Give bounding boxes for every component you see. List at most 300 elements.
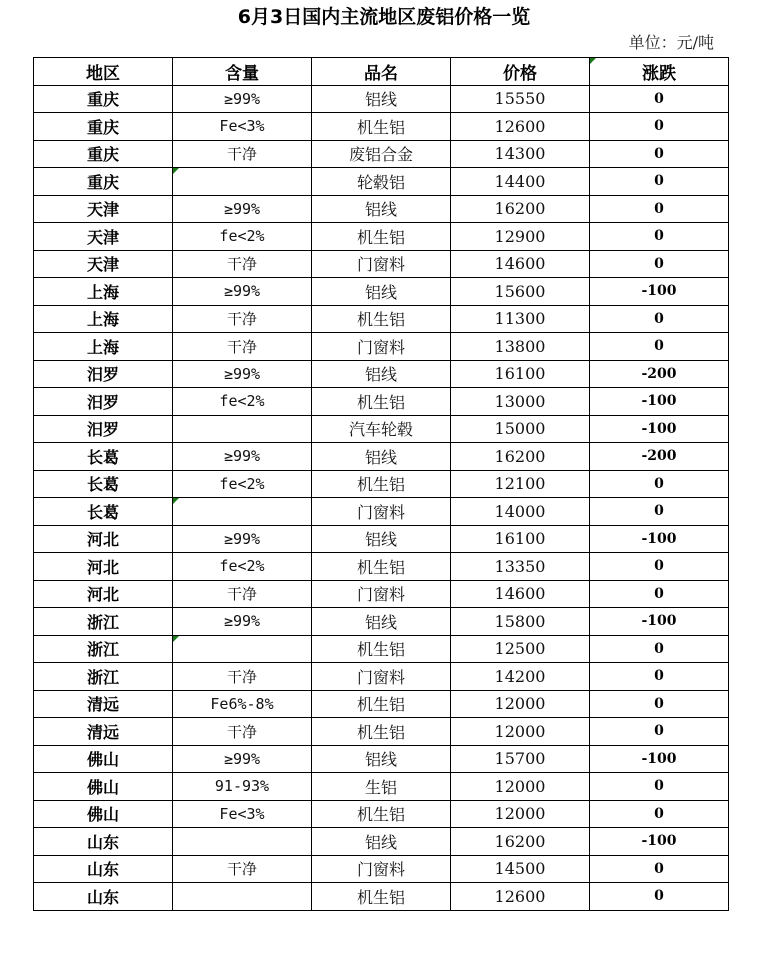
region-cell[interactable]	[34, 773, 173, 801]
region-cell-text: 重庆	[86, 172, 119, 192]
region-cell[interactable]	[34, 360, 173, 388]
region-cell[interactable]	[34, 223, 173, 251]
content-cell-text: ≥99%	[223, 749, 261, 768]
product-cell[interactable]	[312, 718, 451, 746]
product-cell[interactable]	[312, 85, 451, 113]
header-change[interactable]	[590, 58, 729, 86]
price-cell[interactable]	[451, 718, 590, 746]
header-region[interactable]: 地区	[34, 58, 173, 86]
product-cell[interactable]	[312, 415, 451, 443]
change-cell-text: 0	[654, 200, 664, 217]
product-cell[interactable]	[312, 333, 451, 361]
product-cell[interactable]	[312, 140, 451, 168]
table-row	[34, 745, 729, 773]
product-cell-text: 铝线	[364, 832, 397, 852]
content-cell[interactable]	[173, 140, 312, 168]
region-cell[interactable]	[34, 883, 173, 911]
content-cell[interactable]	[173, 305, 312, 333]
change-cell[interactable]	[590, 415, 729, 443]
table-row	[34, 113, 729, 141]
table-row	[34, 553, 729, 581]
table-row	[34, 195, 729, 223]
region-cell[interactable]	[34, 580, 173, 608]
product-cell[interactable]	[312, 168, 451, 196]
product-cell[interactable]	[312, 388, 451, 416]
region-cell-text: 佛山	[86, 750, 119, 770]
change-cell-text: 0	[654, 860, 664, 877]
change-cell[interactable]	[590, 140, 729, 168]
content-cell[interactable]	[173, 250, 312, 278]
table-row	[34, 250, 729, 278]
product-cell-text: 门窗料	[356, 585, 405, 605]
region-cell-text: 山东	[86, 887, 119, 907]
region-cell-text: 汨罗	[86, 420, 119, 440]
price-cell-text: 12000	[494, 804, 546, 824]
price-cell[interactable]	[451, 525, 590, 553]
price-cell[interactable]	[451, 470, 590, 498]
content-cell[interactable]	[173, 553, 312, 581]
content-cell[interactable]	[173, 525, 312, 553]
price-cell-text: 12900	[494, 226, 546, 246]
region-cell[interactable]	[34, 443, 173, 471]
content-cell[interactable]	[173, 498, 312, 526]
product-cell-text: 机生铝	[356, 695, 405, 715]
table-row	[34, 168, 729, 196]
product-cell-text: 机生铝	[356, 805, 405, 825]
table-row	[34, 443, 729, 471]
region-cell[interactable]	[34, 855, 173, 883]
price-cell[interactable]	[451, 773, 590, 801]
table-row	[34, 223, 729, 251]
content-cell-text: ≥99%	[223, 282, 261, 301]
change-cell[interactable]	[590, 553, 729, 581]
change-cell[interactable]	[590, 525, 729, 553]
content-cell[interactable]	[173, 388, 312, 416]
product-cell-text: 铝线	[364, 447, 397, 467]
change-cell[interactable]	[590, 773, 729, 801]
content-cell-text: fe<2%	[219, 557, 265, 576]
table-row	[34, 800, 729, 828]
product-cell-text: 铝线	[364, 750, 397, 770]
content-cell[interactable]	[173, 690, 312, 718]
region-cell-text: 山东	[86, 860, 119, 880]
product-cell-text: 机生铝	[356, 392, 405, 412]
comment-marker-icon	[173, 636, 179, 642]
change-cell[interactable]	[590, 800, 729, 828]
product-cell[interactable]	[312, 470, 451, 498]
product-cell[interactable]	[312, 635, 451, 663]
content-cell[interactable]	[173, 360, 312, 388]
price-cell-text: 12100	[494, 474, 546, 494]
content-cell[interactable]	[173, 828, 312, 856]
region-cell[interactable]	[34, 525, 173, 553]
change-cell-text: -100	[641, 420, 677, 437]
region-cell[interactable]	[34, 553, 173, 581]
price-cell-text: 14300	[494, 144, 546, 164]
product-cell[interactable]	[312, 360, 451, 388]
content-cell-text: 干净	[226, 722, 257, 741]
product-cell[interactable]	[312, 828, 451, 856]
change-cell[interactable]	[590, 305, 729, 333]
product-cell-text: 轮毂铝	[356, 172, 405, 192]
price-cell[interactable]	[451, 498, 590, 526]
change-cell[interactable]	[590, 690, 729, 718]
price-cell-text: 13350	[494, 556, 546, 576]
comment-marker-icon	[173, 498, 179, 504]
change-cell[interactable]	[590, 195, 729, 223]
content-cell[interactable]	[173, 333, 312, 361]
product-cell-text: 门窗料	[356, 255, 405, 275]
change-cell[interactable]	[590, 443, 729, 471]
product-cell[interactable]	[312, 305, 451, 333]
content-cell[interactable]	[173, 223, 312, 251]
change-cell-text: 0	[654, 118, 664, 135]
price-cell-text: 16100	[494, 364, 546, 384]
product-cell-text: 铝线	[364, 365, 397, 385]
content-cell-text: ≥99%	[223, 447, 261, 466]
content-cell[interactable]	[173, 443, 312, 471]
change-cell-text: 0	[654, 668, 664, 685]
price-cell[interactable]	[451, 85, 590, 113]
table-row	[34, 580, 729, 608]
price-cell[interactable]	[451, 168, 590, 196]
change-cell-text: 0	[654, 888, 664, 905]
table-row	[34, 883, 729, 911]
table-row	[34, 718, 729, 746]
content-cell[interactable]	[173, 113, 312, 141]
price-cell[interactable]	[451, 388, 590, 416]
content-cell-text: 干净	[226, 585, 257, 604]
change-cell-text: 0	[654, 310, 664, 327]
change-cell[interactable]	[590, 580, 729, 608]
price-cell[interactable]	[451, 333, 590, 361]
price-cell[interactable]	[451, 113, 590, 141]
price-cell[interactable]	[451, 828, 590, 856]
content-cell[interactable]	[173, 773, 312, 801]
content-cell[interactable]	[173, 470, 312, 498]
content-cell-text: 干净	[226, 337, 257, 356]
region-cell[interactable]	[34, 113, 173, 141]
table-row	[34, 828, 729, 856]
table-row	[34, 608, 729, 636]
content-cell-text: 干净	[226, 255, 257, 274]
price-cell-text: 14500	[494, 859, 546, 879]
product-cell[interactable]	[312, 800, 451, 828]
product-cell-text: 机生铝	[356, 640, 405, 660]
region-cell-text: 上海	[86, 282, 119, 302]
region-cell-text: 重庆	[86, 90, 119, 110]
change-cell[interactable]	[590, 828, 729, 856]
change-cell[interactable]	[590, 635, 729, 663]
change-cell[interactable]	[590, 608, 729, 636]
price-cell[interactable]	[451, 663, 590, 691]
content-cell[interactable]	[173, 663, 312, 691]
change-cell-text: -200	[641, 448, 677, 465]
product-cell-text: 废铝合金	[348, 145, 413, 165]
content-cell-text: Fe<3%	[219, 117, 265, 136]
change-cell[interactable]	[590, 883, 729, 911]
change-cell[interactable]	[590, 470, 729, 498]
region-cell-text: 清远	[86, 695, 119, 715]
header-content[interactable]: 含量	[173, 58, 312, 86]
product-cell[interactable]	[312, 278, 451, 306]
content-cell[interactable]	[173, 608, 312, 636]
region-cell[interactable]	[34, 415, 173, 443]
table-row	[34, 690, 729, 718]
region-cell-text: 佛山	[86, 777, 119, 797]
content-cell-text: fe<2%	[219, 474, 265, 493]
content-cell-text: Fe<3%	[219, 804, 265, 823]
product-cell-text: 生铝	[364, 777, 397, 797]
product-cell[interactable]	[312, 250, 451, 278]
price-cell[interactable]	[451, 690, 590, 718]
price-cell-text: 12000	[494, 721, 546, 741]
product-cell[interactable]	[312, 745, 451, 773]
region-cell[interactable]	[34, 333, 173, 361]
product-cell-text: 汽车轮毂	[348, 420, 413, 440]
price-cell[interactable]	[451, 800, 590, 828]
content-cell-text: ≥99%	[223, 364, 261, 383]
price-cell-text: 12500	[494, 639, 546, 659]
region-cell-text: 浙江	[86, 667, 119, 687]
region-cell-text: 浙江	[86, 612, 119, 632]
region-cell-text: 清远	[86, 722, 119, 742]
region-cell-text: 汨罗	[86, 392, 119, 412]
price-cell[interactable]	[451, 415, 590, 443]
product-cell[interactable]	[312, 883, 451, 911]
region-cell[interactable]	[34, 800, 173, 828]
price-cell[interactable]	[451, 140, 590, 168]
content-cell[interactable]	[173, 415, 312, 443]
region-cell-text: 佛山	[86, 805, 119, 825]
price-cell[interactable]	[451, 745, 590, 773]
product-cell-text: 机生铝	[356, 227, 405, 247]
content-cell-text: Fe6%-8%	[210, 694, 274, 713]
product-cell[interactable]	[312, 663, 451, 691]
region-cell-text: 重庆	[86, 145, 119, 165]
content-cell[interactable]	[173, 855, 312, 883]
header-change-label: 涨跌	[642, 63, 676, 84]
region-cell[interactable]	[34, 745, 173, 773]
price-table	[33, 57, 729, 911]
table-row	[34, 333, 729, 361]
product-cell-text: 机生铝	[356, 887, 405, 907]
region-cell[interactable]	[34, 498, 173, 526]
content-cell-text: 干净	[226, 145, 257, 164]
content-cell[interactable]	[173, 635, 312, 663]
product-cell-text: 门窗料	[356, 860, 405, 880]
change-cell[interactable]	[590, 278, 729, 306]
product-cell-text: 门窗料	[356, 337, 405, 357]
price-cell[interactable]	[451, 553, 590, 581]
region-cell[interactable]	[34, 828, 173, 856]
content-cell-text: 干净	[226, 860, 257, 879]
table-row	[34, 525, 729, 553]
price-cell[interactable]	[451, 855, 590, 883]
region-cell-text: 上海	[86, 310, 119, 330]
product-cell-text: 门窗料	[356, 667, 405, 687]
product-cell[interactable]	[312, 773, 451, 801]
table-row	[34, 305, 729, 333]
product-cell[interactable]	[312, 553, 451, 581]
header-row	[34, 58, 729, 86]
table-row	[34, 415, 729, 443]
table-row	[34, 663, 729, 691]
change-cell[interactable]	[590, 333, 729, 361]
change-cell-text: 0	[654, 255, 664, 272]
content-cell[interactable]	[173, 800, 312, 828]
product-cell-text: 机生铝	[356, 117, 405, 137]
change-cell[interactable]	[590, 388, 729, 416]
product-cell-text: 铝线	[364, 200, 397, 220]
product-cell[interactable]	[312, 580, 451, 608]
price-cell[interactable]	[451, 305, 590, 333]
table-row	[34, 773, 729, 801]
price-cell-text: 15800	[494, 611, 546, 631]
change-cell-text: 0	[654, 90, 664, 107]
region-cell[interactable]	[34, 140, 173, 168]
price-cell[interactable]	[451, 608, 590, 636]
comment-marker-icon	[590, 58, 596, 64]
change-cell[interactable]	[590, 360, 729, 388]
product-cell-text: 机生铝	[356, 475, 405, 495]
region-cell[interactable]	[34, 635, 173, 663]
table-body	[34, 85, 729, 910]
price-cell[interactable]	[451, 580, 590, 608]
content-cell[interactable]	[173, 168, 312, 196]
change-cell[interactable]	[590, 113, 729, 141]
price-cell-text: 13800	[494, 336, 546, 356]
product-cell[interactable]	[312, 855, 451, 883]
region-cell[interactable]	[34, 305, 173, 333]
price-cell[interactable]	[451, 278, 590, 306]
change-cell-text: -100	[641, 833, 677, 850]
table-row	[34, 85, 729, 113]
change-cell-text: 0	[654, 558, 664, 575]
region-cell-text: 河北	[86, 557, 119, 577]
table-row	[34, 470, 729, 498]
price-cell[interactable]	[451, 443, 590, 471]
product-cell[interactable]	[312, 525, 451, 553]
product-cell[interactable]	[312, 498, 451, 526]
region-cell[interactable]	[34, 663, 173, 691]
product-cell-text: 铝线	[364, 90, 397, 110]
change-cell-text: 0	[654, 338, 664, 355]
change-cell[interactable]	[590, 168, 729, 196]
region-cell[interactable]	[34, 278, 173, 306]
product-cell[interactable]	[312, 223, 451, 251]
price-cell[interactable]	[451, 195, 590, 223]
content-cell[interactable]	[173, 883, 312, 911]
content-cell-text: 91-93%	[214, 777, 270, 796]
content-cell[interactable]	[173, 580, 312, 608]
change-cell-text: -100	[641, 613, 677, 630]
region-cell[interactable]	[34, 85, 173, 113]
comment-marker-icon	[173, 168, 179, 174]
table-row	[34, 360, 729, 388]
content-cell[interactable]	[173, 278, 312, 306]
change-cell[interactable]	[590, 718, 729, 746]
region-cell-text: 长葛	[86, 447, 119, 467]
content-cell-text: ≥99%	[223, 89, 261, 108]
price-cell-text: 16100	[494, 529, 546, 549]
change-cell-text: -200	[641, 365, 677, 382]
price-cell-text: 16200	[494, 831, 546, 851]
change-cell-text: 0	[654, 723, 664, 740]
content-cell[interactable]	[173, 85, 312, 113]
header-product[interactable]: 品名	[312, 58, 451, 86]
price-cell-text: 15700	[494, 749, 546, 769]
price-cell-text: 16200	[494, 446, 546, 466]
region-cell-text: 上海	[86, 337, 119, 357]
region-cell-text: 天津	[86, 200, 119, 220]
table-row	[34, 140, 729, 168]
product-cell-text: 铝线	[364, 282, 397, 302]
price-cell-text: 15550	[494, 89, 546, 109]
region-cell-text: 浙江	[86, 640, 119, 660]
page-title: 6月3日国内主流地区废铝价格一览	[237, 6, 531, 28]
price-cell-text: 12000	[494, 694, 546, 714]
product-cell-text: 铝线	[364, 612, 397, 632]
table-row	[34, 278, 729, 306]
change-cell-text: 0	[654, 228, 664, 245]
product-cell[interactable]	[312, 113, 451, 141]
change-cell[interactable]	[590, 250, 729, 278]
content-cell-text: ≥99%	[223, 612, 261, 631]
price-cell-text: 15000	[494, 419, 546, 439]
change-cell-text: -100	[641, 283, 677, 300]
change-cell[interactable]	[590, 855, 729, 883]
product-cell[interactable]	[312, 195, 451, 223]
content-cell[interactable]	[173, 745, 312, 773]
region-cell[interactable]	[34, 195, 173, 223]
region-cell[interactable]	[34, 470, 173, 498]
price-cell-text: 14200	[494, 666, 546, 686]
content-cell[interactable]	[173, 195, 312, 223]
price-cell[interactable]	[451, 360, 590, 388]
region-cell-text: 天津	[86, 227, 119, 247]
region-cell[interactable]	[34, 690, 173, 718]
change-cell[interactable]	[590, 223, 729, 251]
price-cell[interactable]	[451, 250, 590, 278]
content-cell[interactable]	[173, 718, 312, 746]
change-cell-text: -100	[641, 750, 677, 767]
change-cell[interactable]	[590, 745, 729, 773]
region-cell[interactable]	[34, 718, 173, 746]
product-cell[interactable]	[312, 690, 451, 718]
region-cell[interactable]	[34, 388, 173, 416]
change-cell[interactable]	[590, 85, 729, 113]
region-cell-text: 重庆	[86, 117, 119, 137]
price-cell-text: 12600	[494, 116, 546, 136]
change-cell[interactable]	[590, 663, 729, 691]
price-cell-text: 13000	[494, 391, 546, 411]
change-cell[interactable]	[590, 498, 729, 526]
region-cell[interactable]	[34, 250, 173, 278]
region-cell[interactable]	[34, 608, 173, 636]
product-cell[interactable]	[312, 608, 451, 636]
header-price[interactable]: 价格	[451, 58, 590, 86]
product-cell[interactable]	[312, 443, 451, 471]
price-cell[interactable]	[451, 883, 590, 911]
price-cell[interactable]	[451, 635, 590, 663]
price-cell[interactable]	[451, 223, 590, 251]
change-cell-text: 0	[654, 585, 664, 602]
price-cell-text: 14000	[494, 501, 546, 521]
content-cell-text: fe<2%	[219, 392, 265, 411]
region-cell[interactable]	[34, 168, 173, 196]
product-cell-text: 铝线	[364, 530, 397, 550]
